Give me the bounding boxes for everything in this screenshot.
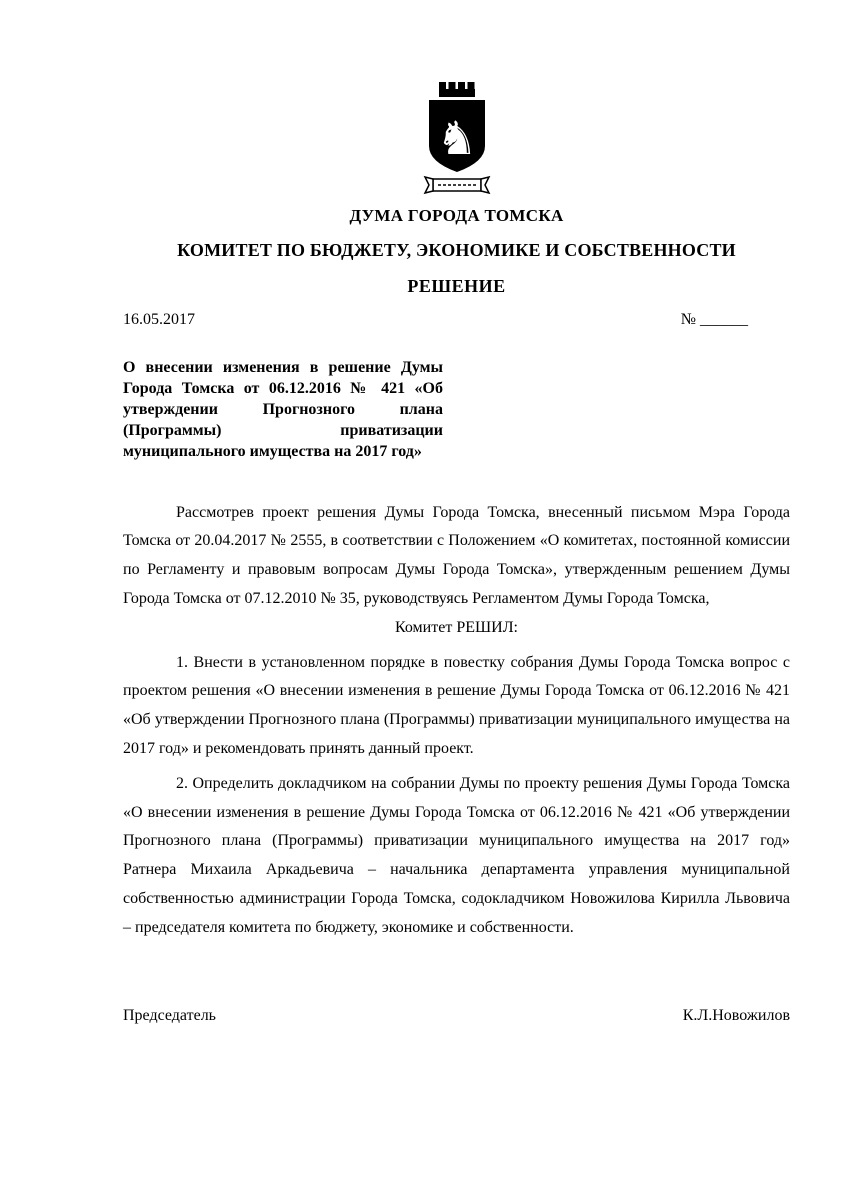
date-number-row xyxy=(123,311,790,329)
ribbon-icon xyxy=(425,177,489,193)
resolution-item-2: 2. Определить докладчиком на собрании Думы по проекту решения Думы Города Томска «О внесении изменения в решение Думы Города Томска от 06.12.2016 № 421 «Об утверждении Прогнозного плана (Программы) приватизации муниципального имущества на 2017 год» Ратнера Михаила Аркадьевича – начальника департамента управления муниципальной собственностью администрации Города Томска, содокладчиком Новожилова Кирилла Львовича – председателя комитета по бюджету, экономике и собственности. xyxy=(123,774,790,936)
resolution-heading: Комитет РЕШИЛ: xyxy=(394,618,518,636)
preamble-paragraph: Рассмотрев проект решения Думы Города Томска, внесенный письмом Мэра Города Томска от 20.04.2017 № 2555, в соответствии с Положением «О комитетах, постоянной комиссии по Регламенту и правовым вопросам Думы Города Томска», утвержденным решением Думы Города Томска от 07.12.2010 № 35, руководствуясь Регламентом Думы Города Томска, xyxy=(123,503,790,607)
tomsk-coat-of-arms xyxy=(421,80,493,201)
white-horse-icon: ♞ xyxy=(435,111,478,165)
shield-icon xyxy=(429,100,485,172)
signature-row xyxy=(123,1007,790,1025)
document-date: 16.05.2017 xyxy=(123,311,195,328)
document-title: О внесении изменения в решение Думы Города Томска от 06.12.2016 № 421 «Об утверждении Прогнозного плана (Программы) приватизации муниципального имущества на 2017 год» xyxy=(123,359,443,461)
document-number-blank: № ______ xyxy=(680,311,748,328)
mural-crown-icon xyxy=(439,82,475,97)
committee-name: КОМИТЕТ ПО БЮДЖЕТУ, ЭКОНОМИКЕ И СОБСТВЕННОСТИ xyxy=(177,240,736,260)
organization-name: ДУМА ГОРОДА ТОМСКА xyxy=(349,206,564,225)
signature-position: Председатель xyxy=(123,1006,216,1024)
resolution-item-1: 1. Внести в установленном порядке в повестку собрания Думы Города Томска вопрос с проектом решения «О внесении изменения в решение Думы Города Томска от 06.12.2016 № 421 «Об утверждении Прогнозного плана (Программы) приватизации муниципального имущества на 2017 год» и рекомендовать принять данный проект. xyxy=(123,653,790,757)
coat-of-arms-graphic xyxy=(421,80,493,196)
document-type-heading: РЕШЕНИЕ xyxy=(407,276,506,296)
signature-name: К.Л.Новожилов xyxy=(682,1006,790,1024)
